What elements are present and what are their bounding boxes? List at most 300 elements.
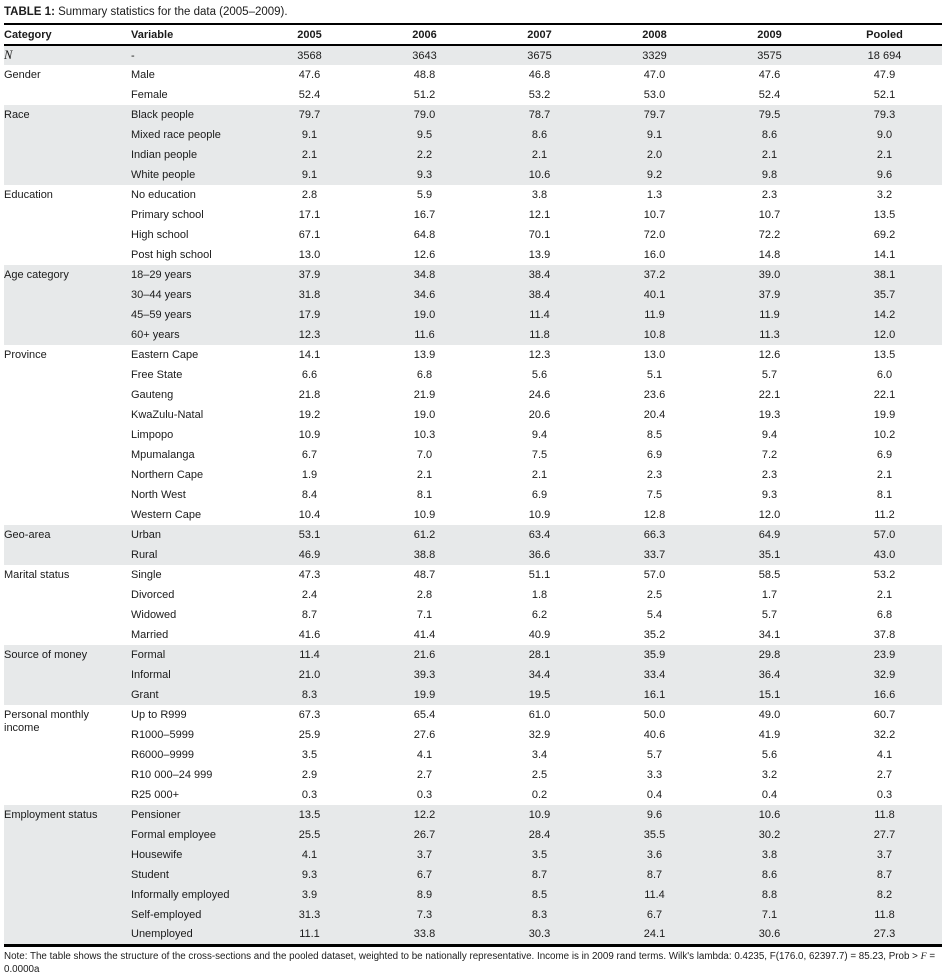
value-cell: 7.2: [761, 449, 778, 461]
table-row: [4, 925, 942, 945]
value-cell: 5.1: [646, 369, 663, 381]
value-cell: 2.5: [646, 589, 663, 601]
table-row: [4, 165, 942, 185]
variable-cell: Black people: [131, 109, 194, 121]
value-cell: 32.9: [873, 669, 896, 681]
value-cell: 70.1: [528, 229, 551, 241]
value-cell: 19.3: [758, 409, 781, 421]
value-cell: 13.0: [298, 249, 321, 261]
table-row: [4, 85, 942, 105]
value-cell: 0.4: [761, 789, 778, 801]
value-cell: 1.3: [646, 189, 663, 201]
table-row: [4, 705, 942, 725]
variable-cell: -: [131, 49, 135, 62]
value-cell: 69.2: [873, 229, 896, 241]
category-cell: [4, 565, 131, 585]
table-title: [4, 2, 942, 25]
value-cell: 6.2: [531, 609, 548, 621]
value-cell: 8.7: [301, 609, 318, 621]
category-cell: [4, 465, 131, 485]
value-cell: 4.1: [416, 749, 433, 761]
value-cell: 79.3: [873, 109, 896, 121]
category-label-age-category: Age category: [4, 269, 69, 281]
variable-cell: Single: [131, 569, 162, 581]
table-row: [4, 205, 942, 225]
value-cell: 22.1: [758, 389, 781, 401]
table-header-row: [4, 25, 942, 45]
value-cell: 32.2: [873, 729, 896, 741]
value-cell: 0.4: [646, 789, 663, 801]
value-cell: 6.0: [876, 369, 893, 381]
table-row: [4, 385, 942, 405]
value-cell: 16.7: [413, 209, 436, 221]
value-cell: 3.2: [761, 769, 778, 781]
value-cell: 3575: [757, 49, 782, 62]
category-label-gender: Gender: [4, 69, 41, 81]
value-cell: 14.1: [873, 249, 896, 261]
variable-cell: Informally employed: [131, 889, 230, 901]
value-cell: 9.2: [646, 169, 663, 181]
value-cell: 6.7: [416, 869, 433, 881]
value-cell: 7.0: [416, 449, 433, 461]
value-cell: 65.4: [413, 709, 436, 721]
value-cell: 27.6: [413, 729, 436, 741]
category-cell: [4, 885, 131, 905]
table-row: [4, 65, 942, 85]
variable-cell: High school: [131, 229, 189, 241]
variable-cell: KwaZulu-Natal: [131, 409, 204, 421]
value-cell: 10.7: [643, 209, 666, 221]
variable-cell: 60+ years: [131, 329, 180, 341]
value-cell: 5.7: [761, 369, 778, 381]
value-cell: 37.2: [643, 269, 666, 281]
value-cell: 0.2: [531, 789, 548, 801]
category-label-source-of-money: Source of money: [4, 649, 88, 661]
category-cell: [4, 425, 131, 445]
value-cell: 7.5: [531, 449, 548, 461]
category-cell: [4, 905, 131, 925]
value-cell: 12.3: [298, 329, 321, 341]
variable-cell: Indian people: [131, 149, 198, 161]
value-cell: 10.3: [413, 429, 436, 441]
value-cell: 34.8: [413, 269, 436, 281]
variable-cell: Limpopo: [131, 429, 174, 441]
category-cell: [4, 345, 131, 365]
category-cell: [4, 665, 131, 685]
value-cell: 51.2: [413, 89, 436, 101]
value-cell: 16.0: [643, 249, 666, 261]
value-cell: 1.8: [531, 589, 548, 601]
value-cell: 11.4: [529, 309, 550, 321]
value-cell: 6.9: [531, 489, 548, 501]
value-cell: 35.2: [643, 629, 666, 641]
value-cell: 8.9: [416, 889, 433, 901]
table-row: [4, 405, 942, 425]
value-cell: 17.1: [298, 209, 321, 221]
variable-cell: Free State: [131, 369, 183, 381]
value-cell: 11.8: [529, 329, 550, 341]
value-cell: 8.1: [876, 489, 893, 501]
variable-cell: Widowed: [131, 609, 177, 621]
note-text: The table shows the structure of the cross-sections and the pooled dataset, weighted to be nationally representative. Income is in 2009 rand terms. Wilk's lambda: 0.4235, F(176.0, 62397.7) = 85.23, Prob >: [27, 950, 921, 962]
value-cell: 8.6: [761, 129, 778, 141]
value-cell: 16.1: [643, 689, 666, 701]
variable-cell: Pensioner: [131, 809, 181, 821]
column-header-2008: 2008: [642, 28, 667, 41]
table-row: [4, 245, 942, 265]
value-cell: 2.3: [761, 469, 778, 481]
column-header-2005: 2005: [297, 28, 322, 41]
value-cell: 2.2: [416, 149, 433, 161]
value-cell: 8.8: [761, 889, 778, 901]
value-cell: 3.6: [646, 849, 663, 861]
value-cell: 8.7: [531, 869, 548, 881]
value-cell: 78.7: [528, 109, 551, 121]
note-text-end: = 0.0000a: [4, 950, 936, 975]
table-title-text: Summary statistics for the data (2005–2009).: [54, 6, 288, 18]
value-cell: 52.4: [298, 89, 321, 101]
variable-cell: 18–29 years: [131, 269, 192, 281]
value-cell: 3643: [412, 49, 437, 62]
value-cell: 25.9: [298, 729, 321, 741]
category-cell: [4, 505, 131, 525]
value-cell: 79.7: [298, 109, 321, 121]
value-cell: 3.5: [531, 849, 548, 861]
category-label-employment-status: Employment status: [4, 809, 98, 821]
value-cell: 35.9: [643, 649, 666, 661]
table-row: [4, 525, 942, 545]
value-cell: 3.9: [301, 889, 318, 901]
value-cell: 30.2: [758, 829, 781, 841]
value-cell: 46.9: [298, 549, 321, 561]
value-cell: 34.6: [413, 289, 436, 301]
variable-cell: Male: [131, 69, 155, 81]
value-cell: 11.8: [874, 809, 895, 821]
value-cell: 33.4: [643, 669, 666, 681]
value-cell: 13.5: [873, 209, 896, 221]
value-cell: 2.1: [876, 589, 893, 601]
variable-cell: R1000–5999: [131, 729, 195, 741]
value-cell: 48.8: [413, 69, 436, 81]
value-cell: 1.9: [301, 469, 318, 481]
table-row: [4, 765, 942, 785]
table-row: [4, 805, 942, 825]
table-row: [4, 285, 942, 305]
value-cell: 12.1: [528, 209, 551, 221]
value-cell: 41.4: [413, 629, 436, 641]
value-cell: 25.5: [298, 829, 321, 841]
value-cell: 5.7: [761, 609, 778, 621]
category-cell: [4, 805, 131, 825]
value-cell: 39.3: [413, 669, 436, 681]
value-cell: 9.1: [646, 129, 663, 141]
category-cell: [4, 645, 131, 665]
variable-cell: Housewife: [131, 849, 183, 861]
variable-cell: 45–59 years: [131, 309, 192, 321]
value-cell: 2.5: [531, 769, 548, 781]
value-cell: 3675: [527, 49, 552, 62]
value-cell: 26.7: [413, 829, 436, 841]
variable-cell: Post high school: [131, 249, 212, 261]
table-row: [4, 105, 942, 125]
variable-cell: Northern Cape: [131, 469, 204, 481]
value-cell: 33.8: [413, 928, 436, 941]
category-cell: [4, 405, 131, 425]
value-cell: 61.2: [413, 529, 436, 541]
table-row: [4, 445, 942, 465]
variable-cell: Unemployed: [131, 928, 193, 941]
value-cell: 63.4: [528, 529, 551, 541]
value-cell: 53.2: [528, 89, 551, 101]
column-header-2009: 2009: [757, 28, 782, 41]
category-cell: [4, 325, 131, 345]
variable-cell: Primary school: [131, 209, 204, 221]
value-cell: 47.6: [298, 69, 321, 81]
value-cell: 28.1: [528, 649, 551, 661]
value-cell: 10.9: [413, 509, 436, 521]
table-row: [4, 905, 942, 925]
column-header-variable: Variable: [131, 28, 174, 41]
category-label-personal-monthly-income: Personal monthly income: [4, 709, 89, 734]
value-cell: 34.4: [528, 669, 551, 681]
category-cell: [4, 225, 131, 245]
value-cell: 2.4: [301, 589, 318, 601]
value-cell: 2.8: [416, 589, 433, 601]
value-cell: 10.7: [758, 209, 781, 221]
value-cell: 11.6: [414, 329, 435, 341]
table-row: [4, 45, 942, 65]
table-row: [4, 265, 942, 285]
value-cell: 31.3: [298, 909, 321, 921]
value-cell: 2.1: [876, 149, 893, 161]
value-cell: 3.8: [531, 189, 548, 201]
value-cell: 8.6: [761, 869, 778, 881]
value-cell: 11.3: [759, 329, 780, 341]
value-cell: 66.3: [643, 529, 666, 541]
category-cell: [4, 105, 131, 125]
value-cell: 8.1: [416, 489, 433, 501]
variable-cell: Informal: [131, 669, 171, 681]
value-cell: 79.0: [413, 109, 436, 121]
category-label-education: Education: [4, 189, 53, 201]
value-cell: 15.1: [758, 689, 781, 701]
category-cell: [4, 845, 131, 865]
value-cell: 10.2: [873, 429, 896, 441]
value-cell: 11.9: [759, 309, 780, 321]
value-cell: 51.1: [528, 569, 551, 581]
value-cell: 2.1: [761, 149, 778, 161]
value-cell: 19.2: [298, 409, 321, 421]
value-cell: 47.3: [298, 569, 321, 581]
value-cell: 0.3: [416, 789, 433, 801]
value-cell: 19.0: [413, 309, 436, 321]
value-cell: 14.1: [298, 349, 321, 361]
value-cell: 41.9: [758, 729, 781, 741]
category-cell: [4, 785, 131, 805]
variable-cell: No education: [131, 189, 196, 201]
value-cell: 64.9: [758, 529, 781, 541]
value-cell: 6.8: [876, 609, 893, 621]
value-cell: 21.0: [298, 669, 321, 681]
value-cell: 6.7: [646, 909, 663, 921]
category-cell: [4, 585, 131, 605]
category-cell: [4, 285, 131, 305]
value-cell: 20.6: [528, 409, 551, 421]
value-cell: 19.0: [413, 409, 436, 421]
category-label-marital-status: Marital status: [4, 569, 70, 581]
value-cell: 5.9: [416, 189, 433, 201]
value-cell: 30.6: [758, 928, 781, 941]
category-label-n: N: [4, 48, 13, 62]
value-cell: 24.6: [528, 389, 551, 401]
value-cell: 9.1: [301, 129, 318, 141]
value-cell: 10.9: [298, 429, 321, 441]
table-row: [4, 425, 942, 445]
value-cell: 53.1: [298, 529, 321, 541]
value-cell: 5.7: [646, 749, 663, 761]
value-cell: 32.9: [528, 729, 551, 741]
value-cell: 67.1: [298, 229, 321, 241]
value-cell: 47.6: [758, 69, 781, 81]
value-cell: 11.8: [874, 909, 895, 921]
category-cell: [4, 85, 131, 105]
value-cell: 38.4: [528, 269, 551, 281]
variable-cell: Mixed race people: [131, 129, 221, 141]
value-cell: 43.0: [873, 549, 896, 561]
value-cell: 27.7: [873, 829, 896, 841]
value-cell: 7.5: [646, 489, 663, 501]
value-cell: 4.1: [301, 849, 318, 861]
value-cell: 53.2: [873, 569, 896, 581]
variable-cell: Rural: [131, 549, 158, 561]
value-cell: 8.6: [531, 129, 548, 141]
value-cell: 72.0: [643, 229, 666, 241]
note-f-symbol: F: [920, 950, 927, 962]
value-cell: 38.4: [528, 289, 551, 301]
variable-cell: Grant: [131, 689, 159, 701]
value-cell: 57.0: [643, 569, 666, 581]
table-row: [4, 125, 942, 145]
table-row: [4, 785, 942, 805]
category-cell: [4, 365, 131, 385]
summary-statistics-table: [4, 25, 942, 947]
table-row: [4, 825, 942, 845]
value-cell: 0.3: [301, 789, 318, 801]
value-cell: 41.6: [298, 629, 321, 641]
value-cell: 22.1: [873, 389, 896, 401]
value-cell: 27.3: [873, 928, 896, 941]
category-cell: [4, 385, 131, 405]
value-cell: 39.0: [758, 269, 781, 281]
category-cell: [4, 165, 131, 185]
value-cell: 5.4: [646, 609, 663, 621]
value-cell: 52.1: [873, 89, 896, 101]
value-cell: 11.4: [299, 649, 320, 661]
value-cell: 2.1: [876, 469, 893, 481]
column-header-2006: 2006: [412, 28, 437, 41]
category-cell: [4, 625, 131, 645]
value-cell: 14.2: [873, 309, 896, 321]
category-cell: [4, 545, 131, 565]
value-cell: 13.9: [413, 349, 436, 361]
value-cell: 29.8: [758, 649, 781, 661]
table-row: [4, 365, 942, 385]
value-cell: 6.9: [876, 449, 893, 461]
category-cell: [4, 445, 131, 465]
value-cell: 3.7: [876, 849, 893, 861]
variable-cell: Divorced: [131, 589, 175, 601]
value-cell: 28.4: [528, 829, 551, 841]
table-row: [4, 885, 942, 905]
value-cell: 37.9: [298, 269, 321, 281]
value-cell: 53.0: [643, 89, 666, 101]
category-cell: [4, 865, 131, 885]
variable-cell: Married: [131, 629, 169, 641]
value-cell: 36.6: [528, 549, 551, 561]
variable-cell: Self-employed: [131, 909, 202, 921]
table-row: [4, 685, 942, 705]
value-cell: 24.1: [643, 928, 666, 941]
value-cell: 60.7: [873, 709, 896, 721]
value-cell: 8.4: [301, 489, 318, 501]
value-cell: 49.0: [758, 709, 781, 721]
variable-cell: Student: [131, 869, 169, 881]
table-row: [4, 225, 942, 245]
value-cell: 9.3: [416, 169, 433, 181]
value-cell: 31.8: [298, 289, 321, 301]
category-cell: [4, 685, 131, 705]
variable-cell: Female: [131, 89, 168, 101]
table-row: [4, 485, 942, 505]
table-row: [4, 325, 942, 345]
variable-cell: Eastern Cape: [131, 349, 199, 361]
value-cell: 57.0: [873, 529, 896, 541]
value-cell: 2.9: [301, 769, 318, 781]
value-cell: 19.5: [528, 689, 551, 701]
value-cell: 5.6: [761, 749, 778, 761]
category-cell: [4, 65, 131, 85]
column-header-2007: 2007: [527, 28, 552, 41]
value-cell: 3.7: [416, 849, 433, 861]
value-cell: 38.1: [873, 269, 896, 281]
category-cell: [4, 145, 131, 165]
value-cell: 0.3: [876, 789, 893, 801]
value-cell: 7.3: [416, 909, 433, 921]
table-row: [4, 345, 942, 365]
value-cell: 58.5: [758, 569, 781, 581]
table-row: [4, 545, 942, 565]
value-cell: 3.4: [531, 749, 548, 761]
value-cell: 13.0: [643, 349, 666, 361]
table-row: [4, 465, 942, 485]
value-cell: 2.1: [531, 469, 548, 481]
value-cell: 2.7: [876, 769, 893, 781]
value-cell: 21.9: [413, 389, 436, 401]
value-cell: 3.2: [876, 189, 893, 201]
value-cell: 47.9: [873, 69, 896, 81]
value-cell: 8.5: [531, 889, 548, 901]
value-cell: 9.8: [761, 169, 778, 181]
table-row: [4, 845, 942, 865]
value-cell: 3.3: [646, 769, 663, 781]
value-cell: 35.7: [873, 289, 896, 301]
category-cell: [4, 125, 131, 145]
value-cell: 79.5: [758, 109, 781, 121]
category-cell: [4, 205, 131, 225]
value-cell: 36.4: [758, 669, 781, 681]
value-cell: 2.1: [301, 149, 318, 161]
value-cell: 8.3: [531, 909, 548, 921]
